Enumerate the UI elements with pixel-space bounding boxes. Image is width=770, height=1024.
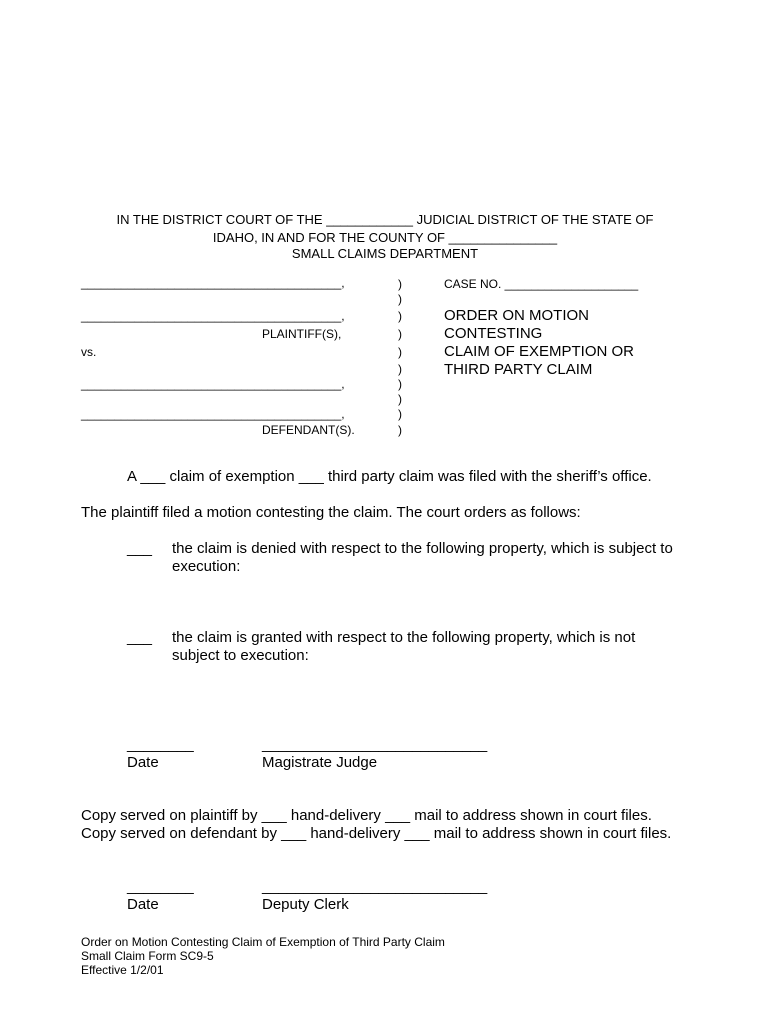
denied-checkbox-blank: ___ xyxy=(127,540,153,557)
service-defendant: Copy served on defendant by ___ hand-delivery ___ mail to address shown in court files. xyxy=(81,825,672,842)
footer-effective-date: Effective 1/2/01 xyxy=(81,963,164,977)
caption-paren: ) xyxy=(398,345,402,359)
service-plaintiff: Copy served on plaintiff by ___ hand-delivery ___ mail to address shown in court files. xyxy=(81,807,652,824)
footer-form-title: Order on Motion Contesting Claim of Exemption of Third Party Claim xyxy=(81,935,445,949)
motion-paragraph: The plaintiff filed a motion contesting the claim. The court orders as follows: xyxy=(81,504,581,521)
document-title-line-2: CONTESTING xyxy=(444,325,543,342)
versus-label: vs. xyxy=(81,345,97,359)
defendant-label: DEFENDANT(S). xyxy=(262,423,355,437)
court-header-line-1: IN THE DISTRICT COURT OF THE ____________ JUDICIAL DISTRICT OF THE STATE OF xyxy=(116,212,654,227)
plaintiff-label: PLAINTIFF(S), xyxy=(262,327,342,341)
judge-date-line: ________ xyxy=(127,736,194,753)
caption-paren: ) xyxy=(398,423,402,437)
caption-paren: ) xyxy=(398,392,402,406)
defendant-name-line-2: _______________________________________, xyxy=(81,407,345,421)
caption-paren: ) xyxy=(398,407,402,421)
caption-paren: ) xyxy=(398,377,402,391)
court-header-line-3: SMALL CLAIMS DEPARTMENT xyxy=(291,246,479,261)
defendant-name-line-1: _______________________________________, xyxy=(81,377,345,391)
clerk-signature-line: ___________________________ xyxy=(262,878,488,895)
denied-item-line-1: the claim is denied with respect to the following property, which is subject to xyxy=(172,540,673,557)
caption-paren: ) xyxy=(398,327,402,341)
document-title-line-3: CLAIM OF EXEMPTION OR xyxy=(444,343,635,360)
plaintiff-name-line-1: _______________________________________, xyxy=(81,276,345,290)
deputy-clerk-label: Deputy Clerk xyxy=(262,896,349,913)
caption-paren: ) xyxy=(398,277,402,291)
clerk-date-label: Date xyxy=(127,896,159,913)
footer-form-number: Small Claim Form SC9-5 xyxy=(81,949,214,963)
document-title-line-1: ORDER ON MOTION xyxy=(444,307,589,324)
granted-item-line-1: the claim is granted with respect to the following property, which is not xyxy=(172,629,636,646)
clerk-date-line: ________ xyxy=(127,878,194,895)
caption-paren: ) xyxy=(398,309,402,323)
caption-paren: ) xyxy=(398,292,402,306)
denied-item-line-2: execution: xyxy=(172,558,241,575)
case-number-field: CASE NO. ____________________ xyxy=(444,277,639,291)
magistrate-judge-label: Magistrate Judge xyxy=(262,754,378,771)
judge-date-label: Date xyxy=(127,754,159,771)
document-title-line-4: THIRD PARTY CLAIM xyxy=(444,361,593,378)
plaintiff-name-line-2: _______________________________________, xyxy=(81,309,345,323)
granted-item-line-2: subject to execution: xyxy=(172,647,309,664)
granted-checkbox-blank: ___ xyxy=(127,629,153,646)
judge-signature-line: ___________________________ xyxy=(262,736,488,753)
court-header-line-2: IDAHO, IN AND FOR THE COUNTY OF _______________ xyxy=(212,230,558,245)
claim-type-paragraph: A ___ claim of exemption ___ third party claim was filed with the sheriff’s office. xyxy=(127,468,652,485)
caption-paren: ) xyxy=(398,362,402,376)
